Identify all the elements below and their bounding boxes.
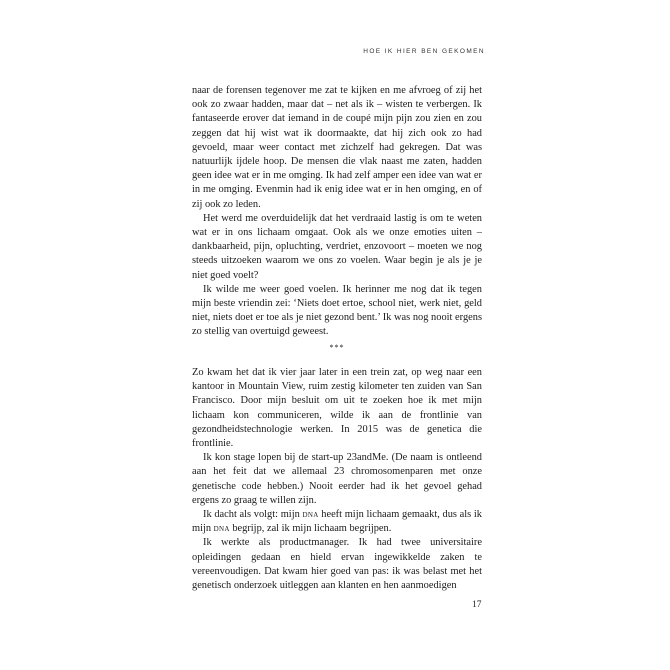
paragraph: Ik kon stage lopen bij de start-up 23andMe. (De naam is ontleend aan het feit dat we allemaal 23 chromosomenparen met onze genetische code hebben.) Nooit eerder had ik het gevoel gehad ergens zo graag te willen zijn.	[192, 452, 482, 506]
paragraph	[192, 508, 482, 536]
paragraph: Het werd me overduidelijk dat het verdraaid lastig is om te weten wat er in ons lichaam omgaat. Ook als we onze emoties uiten – dankbaarheid, pijn, opluchting, verdriet, enzovoort – moeten we nog steeds uitzoeken waarom we ons zo voelen. Waar begin je als je je niet goed voelt?	[192, 212, 482, 281]
small-caps-text: dna	[302, 509, 319, 521]
page-number: 17	[472, 600, 482, 610]
paragraph: Ik wilde me weer goed voelen. Ik herinner me nog dat ik tegen mijn beste vriendin zei: ‘Niets doet ertoe, school niet, werk niet, geld niet, niets doet er toe als je niet gezond bent.’ Ik was nog nooit ergens zo stellig van overtuigd geweest.	[192, 283, 482, 338]
running-head: HOE IK HIER BEN GEKOMEN	[363, 48, 485, 55]
text-run: begrijp, zal ik mijn lichaam begrijpen.	[229, 523, 392, 535]
text-section-1	[192, 84, 482, 340]
section-separator: ***	[329, 343, 345, 352]
paragraph: naar de forensen tegenover me zat te kijken en me afvroeg of zij het ook zo zwaar hadden, maar dat – net als ik – wisten te verbergen. Ik fantaseerde erover dat iemand in de coupé mijn pijn zou zien en zou zeggen dat hij wist wat ik doormaakte, dat hij zich ook zo had gevoeld, maar weer contact met zichzelf had gekregen. Dat was natuurlijk ijdele hoop. De mensen die vlak naast me zaten, hadden geen idee wat er in me omging. Ik had zelf amper een idee van wat er in me omging. Evenmin had ik enig idee wat er in hen omging, en of zij ook zo leden.	[192, 85, 482, 210]
paragraph: Ik werkte als productmanager. Ik had twee universitaire opleidingen gedaan en hield ervan ingewikkelde zaken te vereenvoudigen. Dat kwam hier goed van pas: ik was belast met het genetisch onderzoek uitleggen aan klanten en hen aanmoedigen	[192, 537, 482, 592]
text-run: heeft mijn lichaam gemaakt, dus als ik mijn	[192, 509, 482, 535]
text-section-2	[192, 366, 482, 593]
paragraph: Zo kwam het dat ik vier jaar later in een trein zat, op weg naar een kantoor in Mountain View, ruim zestig kilometer ten zuiden van San Francisco. Door mijn besluit om uit te zoeken hoe ik met mijn lichaam kon communiceren, wilde ik aan de frontlinie van gezondheidstechnologie werken. In 2015 was de genetica die frontlinie.	[192, 367, 482, 450]
small-caps-text: dna	[213, 523, 230, 535]
text-run: Ik dacht als volgt: mijn	[203, 509, 303, 521]
